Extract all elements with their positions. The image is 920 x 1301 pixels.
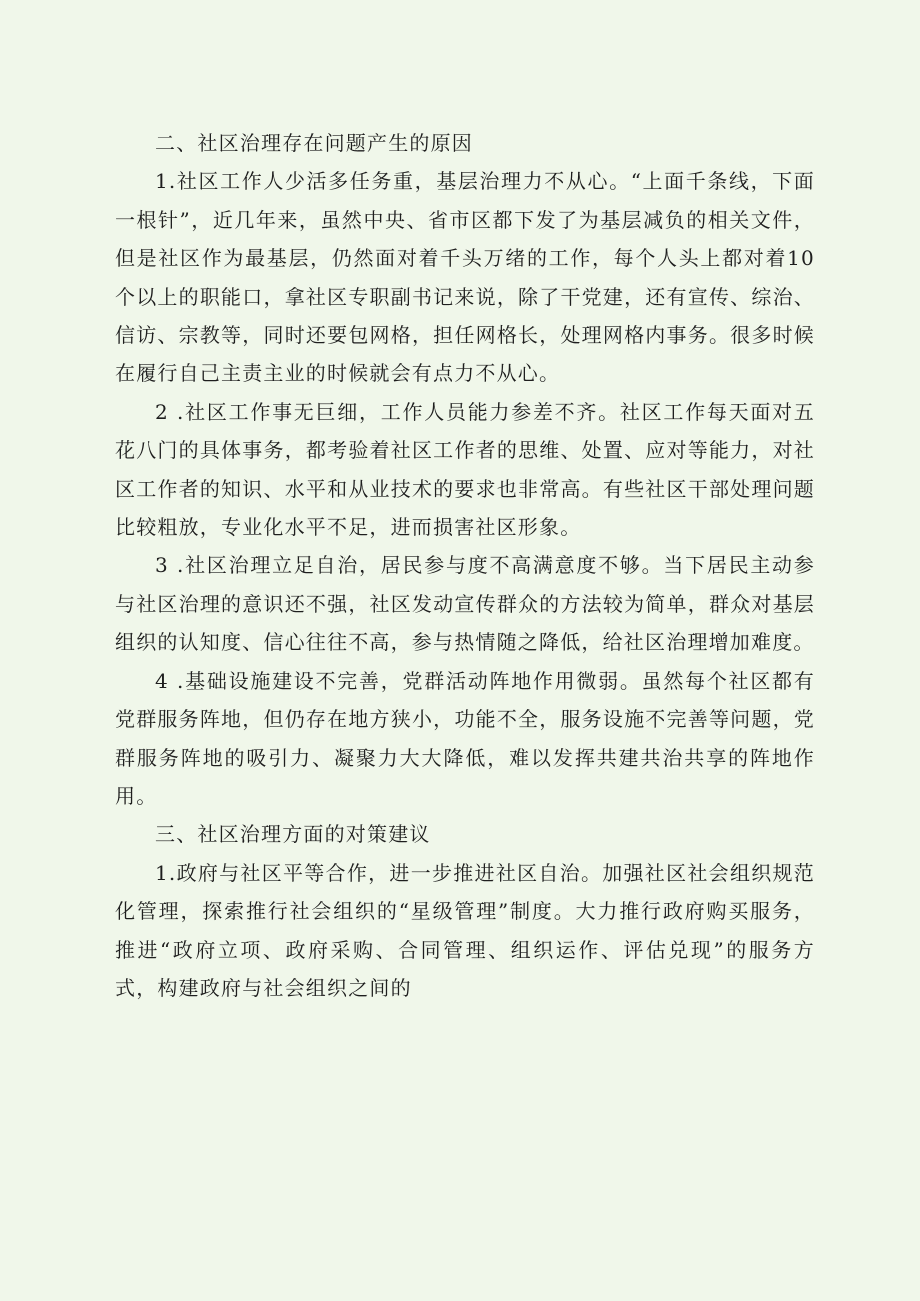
paragraph-cause-2: 2 .社区工作事无巨细，工作人员能力参差不齐。社区工作每天面对五花八门的具体事务，都考验着社区工作者的思维、处置、应对等能力，对社区工作者的知识、水平和从业技术的要求也非常高。有些社区干部处理问题比较粗放，专业化水平不足，进而损害社区形象。: [115, 399, 815, 540]
document-body: [115, 124, 815, 1007]
paragraph-suggestion-1: 1.政府与社区平等合作，进一步推进社区自治。加强社区社会组织规范化管理，探索推行社会组织的“星级管理”制度。大力推行政府购买服务，推进“政府立项、政府采购、合同管理、组织运作、评估兑现”的服务方式，构建政府与社会组织之间的: [115, 860, 815, 1000]
section-heading-suggestions: 三、社区治理方面的对策建议: [155, 822, 431, 847]
paragraph-cause-4: 4 .基础设施建设不完善，党群活动阵地作用微弱。虽然每个社区都有党群服务阵地，但仍存在地方狭小，功能不全，服务设施不完善等问题，党群服务阵地的吸引力、凝聚力大大降低，难以发挥共建共治共享的阵地作用。: [115, 668, 815, 808]
paragraph-cause-1: 1.社区工作人少活多任务重，基层治理力不从心。“上面千条线，下面一根针”，近几年来，虽然中央、省市区都下发了为基层减负的相关文件，但是社区作为最基层，仍然面对着千头万绪的工作，每个人头上都对着10个以上的职能口，拿社区专职副书记来说，除了干党建，还有宣传、综治、信访、宗教等，同时还要包网格，担任网格长，处理网格内事务。很多时候在履行自己主责主业的时候就会有点力不从心。: [115, 169, 815, 386]
section-heading-causes: 二、社区治理存在问题产生的原因: [155, 131, 473, 155]
paragraph-cause-3: 3 .社区治理立足自治，居民参与度不高满意度不够。当下居民主动参与社区治理的意识还不强，社区发动宣传群众的方法较为简单，群众对基层组织的认知度、信心往往不高，参与热情随之降低，给社区治理增加难度。: [115, 553, 815, 655]
